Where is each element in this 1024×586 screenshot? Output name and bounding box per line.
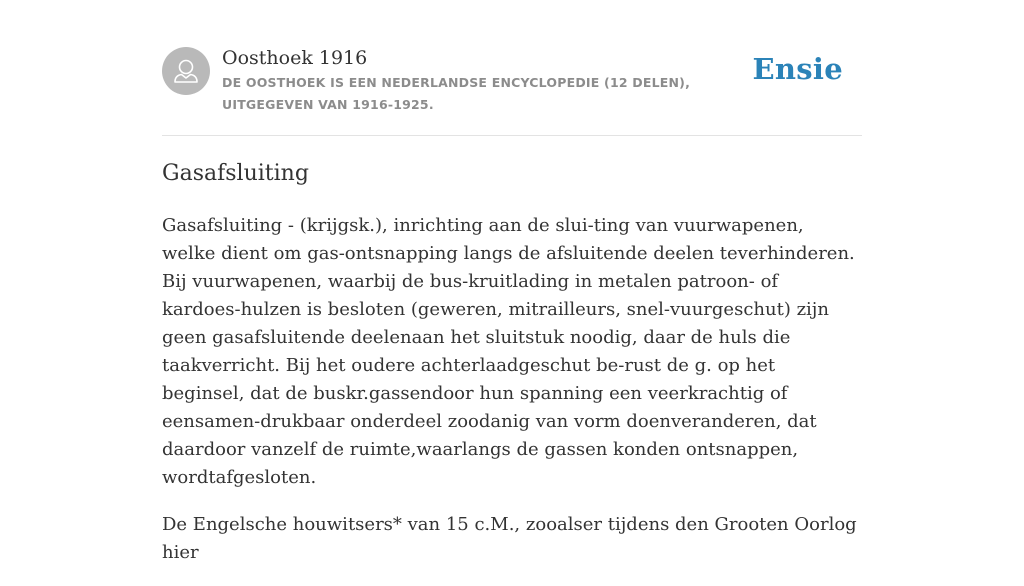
source-avatar[interactable]	[162, 47, 210, 95]
source-header	[162, 46, 862, 136]
user-silhouette-icon	[162, 47, 210, 95]
entry-body	[162, 212, 862, 586]
source-title[interactable]: Oosthoek 1916	[222, 47, 368, 69]
entry-title: Gasafsluiting	[162, 161, 309, 186]
header-divider	[162, 135, 862, 136]
entry-paragraph: De Engelsche houwitsers* van 15 c.M., zooalser tijdens den Grooten Oorlog hier	[162, 514, 857, 563]
ensie-logo[interactable]: Ensie	[752, 52, 843, 86]
entry-paragraph: Gasafsluiting - (krijgsk.), inrichting aan de slui-ting van vuurwapenen, welke dient om gas-ontsnapping langs de afsluitende deelen teverhinderen. Bij vuurwapenen, waarbij de bus-kruitlading in metalen patroon- of kardoes-hulzen is besloten (geweren, mitrailleurs, snel-vuurgeschut) zijn geen gasafsluitende deelenaan het sluitstuk noodig, daar de huls die taakverricht. Bij het oudere achterlaadgeschut be-rust de g. op het beginsel, dat de buskr.gassendoor hun spanning een veerkrachtig of eensamen-drukbaar onderdeel zoodanig van vorm doenveranderen, dat daardoor vanzelf de ruimte,waarlangs de gassen konden ontsnappen, wordtafgesloten.	[162, 215, 855, 488]
source-description: DE OOSTHOEK IS EEN NEDERLANDSE ENCYCLOPEDIE (12 DELEN), UITGEGEVEN VAN 1916-1925.	[222, 75, 691, 112]
